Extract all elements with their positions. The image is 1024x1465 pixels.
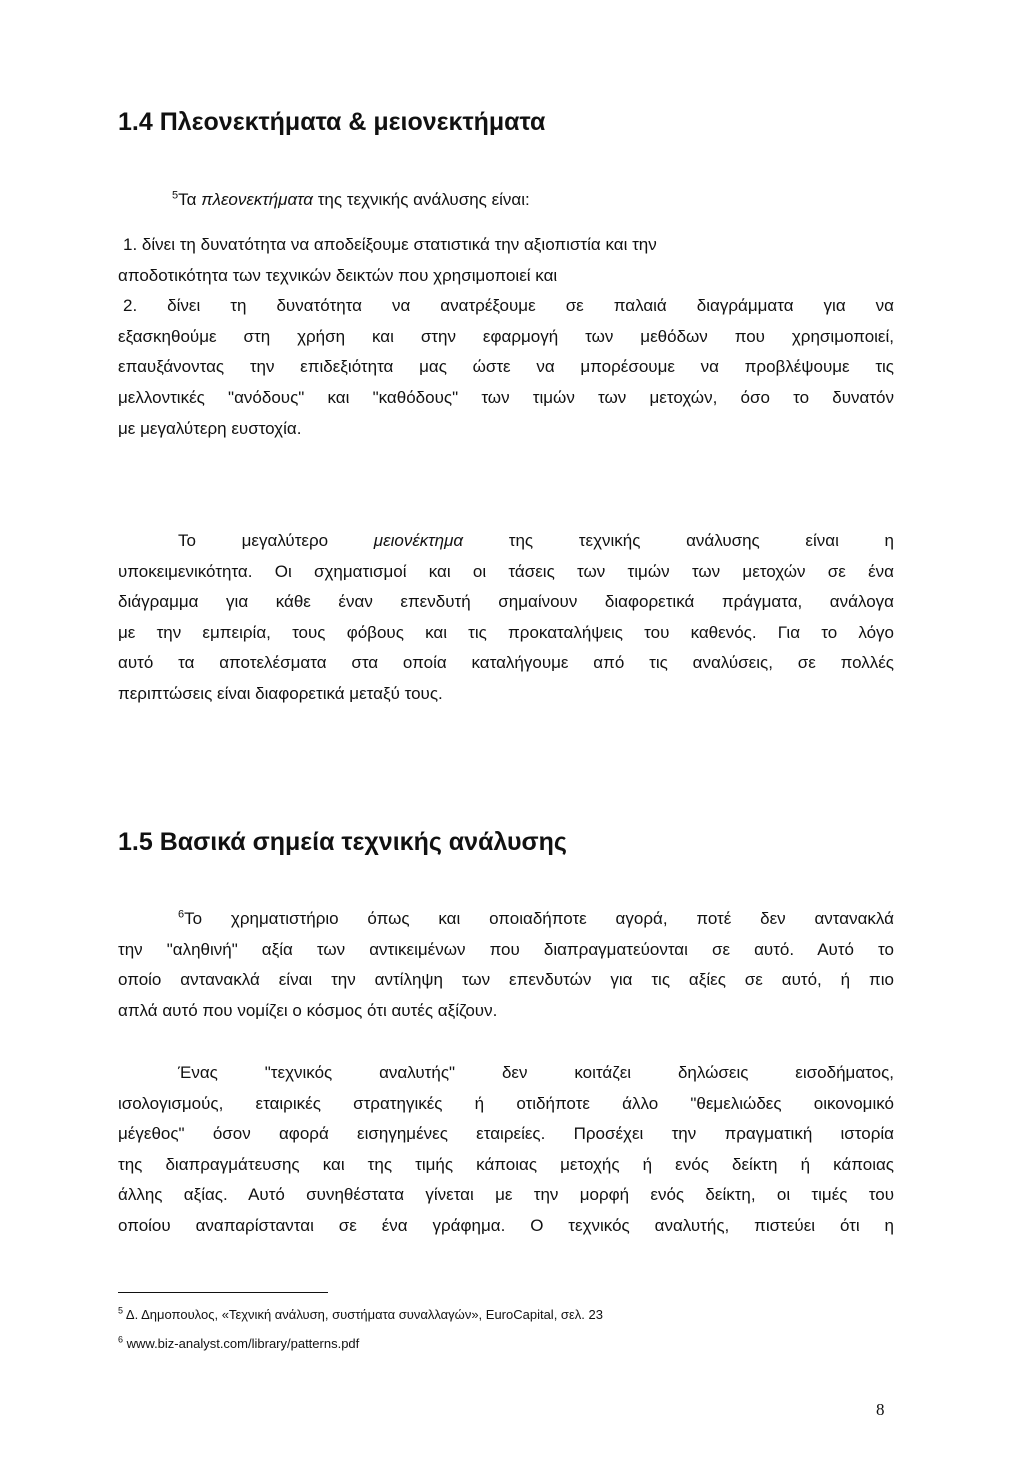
disadvantage-emphasis: μειονέκτημα [373,531,464,550]
list-item-1-line: 1. δίνει τη δυνατότητα να αποδείξουμε στατιστικά την αξιοπιστία και την [123,235,657,254]
footnote-6: $^6$ www.biz-analyst.com/library/patterns.pdf [118,1334,360,1351]
list-item-2-line: 2. δίνει τη δυνατότητα να ανατρέξουμε σε παλαιά διαγράμματα για να [123,296,894,316]
list-item-1-line: αποδοτικότητα των τεχνικών δεικτών που χρησιμοποιεί και [118,265,558,285]
list-item-2-line: με μεγαλύτερη ευστοχία. [118,418,302,438]
footnote-ref-6: 6 [178,908,185,921]
basics-paragraph-1: $^6$Το χρηματιστήριο όπως και οποιαδήποτε αγορά, ποτέ δεν αντανακλά την "αληθινή" αξία των αντικειμένων που διαπραγματεύονται σε αυτό. Αυτό το οποίο αντανακλά είναι την αντίληψη των επενδυτών για τις αξίες σε αυτό, ή πιο απλά αυτό που νομίζει ο κόσμος ότι αυτές αξίζουν. [118,908,894,1020]
disadvantages-paragraph: Το μεγαλύτερο μειονέκτημα της τεχνικής ανάλυσης είναι η υποκειμενικότητα. Οι σχηματισμοί και οι τάσεις των τιμών των μετοχών σε ένα διάγραμμα για κάθε έναν επενδυτή σημαίνουν διαφορετικά πράγματα, ανάλογα με την εμπειρία, τους φόβους και τις προκαταλήψεις του καθενός. Για το λόγο αυτό τα αποτελέσματα στα οποία καταλήγουμε από τις αναλύσεις, σε πολλές περιπτώσεις είναι διαφορετικά μεταξύ τους. [118,531,894,703]
list-item-2-line: μελλοντικές "ανόδους" και "καθόδους" των τιμών των μετοχών, όσο το δυνατόν [118,387,894,407]
footnote-ref-5: 5 [172,189,179,202]
advantages-emphasis: πλεονεκτήματα [201,190,313,209]
footnotes [118,1300,894,1358]
page-number: 8 [876,1400,885,1419]
basics-paragraph-2: Ένας "τεχνικός αναλυτής" δεν κοιτάζει δηλώσεις εισοδήματος, ισολογισμούς, εταιρικές στρατηγικές ή οτιδήποτε άλλο "θεμελιώδες οικονομικό μέγεθος" όσον αφορά εισηγημένες εταιρείες. Προσέχει την πραγματική ιστορία της διαπραγμάτευσης και της τιμής κάποιας μετοχής ή ενός δείκτη ή κάποιας άλλης αξίας. Αυτό συνηθέστατα γίνεται με την μορφή ενός δείκτη, οι τιμές του οποίου αναπαρίστανται σε ένα γράφημα. Ο τεχνικός αναλυτής, πιστεύει ότι η [118,1063,894,1235]
list-item-2-line: επαυξάνοντας την επιδεξιότητα μας ώστε να μπορέσουμε να προβλέψουμε τις [118,357,894,377]
list-item-2-line: εξασκηθούμε στη χρήση και στην εφαρμογή των μεθόδων που χρησιμοποιεί, [118,326,894,346]
footnote-5: $^5$ Δ. Δημοπουλος, «Τεχνική ανάλυση, συστήματα συναλλαγών», EuroCapital, σελ. 23 [118,1305,603,1322]
footnote-separator [118,1292,328,1293]
advantages-list [118,230,894,444]
advantages-intro: $^5$Τα πλεονεκτήματα της τεχνικής ανάλυσης είναι: [172,189,530,209]
section-heading-basics: 1.5 Βασικά σημεία τεχνικής ανάλυσης [118,828,567,856]
section-heading-advantages: 1.4 Πλεονεκτήματα & μειονεκτήματα [118,108,546,136]
